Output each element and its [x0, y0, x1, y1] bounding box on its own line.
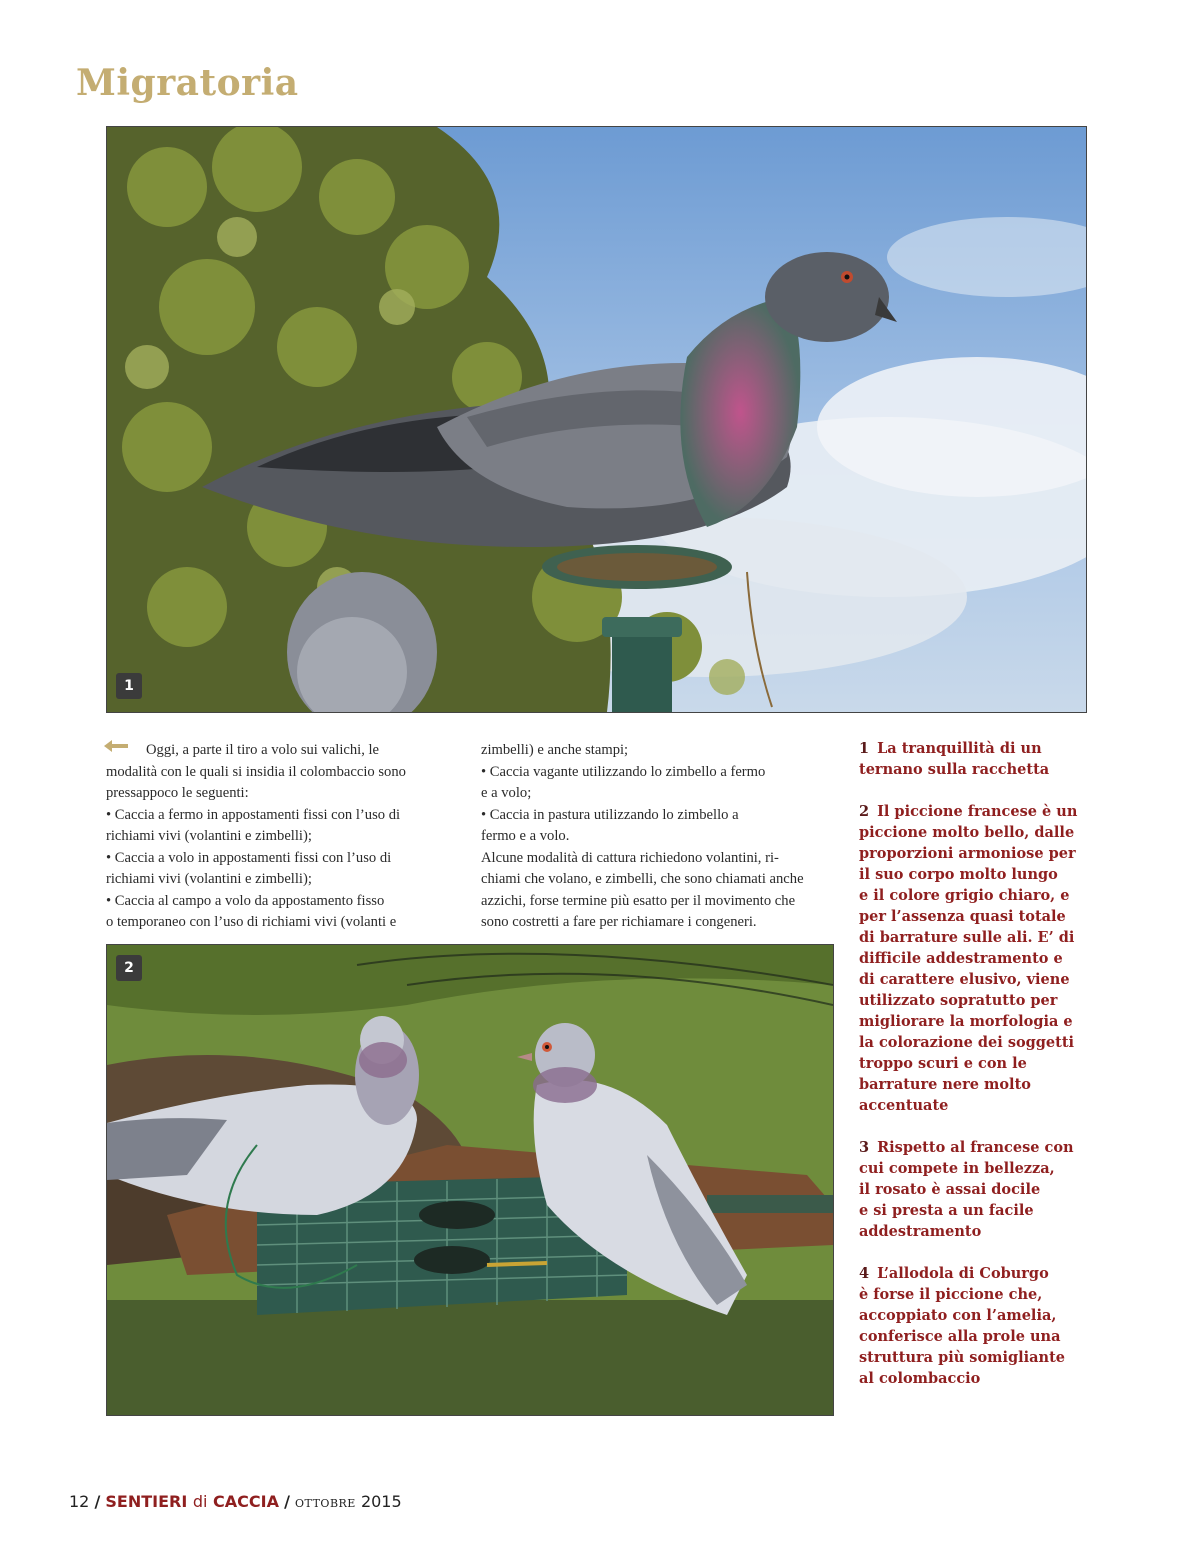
caption-line: conferisce alla prole una [859, 1328, 1061, 1345]
text-line: zimbelli) e anche stampi; [481, 742, 629, 758]
text-line: • Caccia a fermo in appostamenti fissi con l’uso di [106, 806, 401, 823]
pigeon-perch-illustration [107, 127, 1086, 712]
caption-line: e il colore grigio chiaro, e [859, 887, 1070, 904]
caption-number: 4 [859, 1265, 870, 1282]
caption-line: il rosato è assai docile [859, 1181, 1041, 1198]
photo-captions [859, 738, 1089, 1410]
text-line: Oggi, a parte il tiro a volo sui valichi, le [146, 742, 380, 758]
caption-line: barrature nere molto [859, 1076, 1031, 1093]
caption-line: e si presta a un facile [859, 1202, 1034, 1219]
caption-number: 2 [859, 803, 870, 820]
caption-line: utilizzato sopratutto per [859, 992, 1058, 1009]
text-line: • Caccia in pastura utilizzando lo zimbello a [481, 806, 739, 823]
pigeons-feeder-illustration [107, 945, 833, 1415]
caption-line: migliorare la morfologia e [859, 1013, 1073, 1030]
caption-number: 1 [859, 740, 870, 757]
text-line: • Caccia a volo in appostamenti fissi con l’uso di [106, 849, 392, 866]
magazine-name-part: SENTIERI [105, 1492, 193, 1511]
text-line: pressappoco le seguenti: [106, 785, 249, 801]
caption-line: per l’assenza quasi totale [859, 908, 1066, 925]
article-column-2 [481, 740, 841, 934]
caption-line: piccione molto bello, dalle [859, 824, 1075, 841]
photo-number-badge: 2 [116, 955, 142, 981]
caption-line: di carattere elusivo, viene [859, 971, 1070, 988]
text-line: • Caccia al campo a volo da appostamento fisso [106, 892, 385, 909]
caption-line: L’allodola di Coburgo [877, 1265, 1049, 1282]
caption-line: il suo corpo molto lungo [859, 866, 1058, 883]
caption-line: La tranquillità di un [877, 740, 1042, 757]
caption-line: troppo scuri e con le [859, 1055, 1027, 1072]
magazine-name-part: di [192, 1492, 208, 1511]
caption-number: 3 [859, 1139, 870, 1156]
text-line: chiami che volano, e zimbelli, che sono chiamati anche [481, 871, 804, 887]
caption-line: Il piccione francese è un [877, 803, 1078, 820]
text-line: o temporaneo con l’uso di richiami vivi (volanti e [106, 914, 397, 930]
text-line: Alcune modalità di cattura richiedono volantini, ri- [481, 849, 779, 866]
issue-year: 2015 [360, 1492, 402, 1511]
text-line: richiami vivi (volantini e zimbelli); [106, 828, 312, 844]
caption-1 [859, 738, 1089, 780]
article-column-1 [106, 740, 466, 934]
magazine-name [105, 1492, 279, 1511]
caption-line: struttura più somigliante [859, 1349, 1066, 1366]
caption-line: accoppiato con l’amelia, [859, 1307, 1057, 1324]
photo-pigeon-on-perch [106, 126, 1087, 713]
photo-number-badge: 1 [116, 673, 142, 699]
caption-line: accentuate [859, 1097, 949, 1114]
caption-line: ternano sulla racchetta [859, 761, 1050, 778]
text-line: richiami vivi (volantini e zimbelli); [106, 871, 312, 887]
caption-line: addestramento [859, 1223, 982, 1240]
section-title: Migratoria [76, 62, 299, 104]
magazine-name-part: CACCIA [207, 1492, 279, 1511]
text-line: sono costretti a fare per richiamare i congeneri. [481, 914, 757, 930]
caption-line: proporzioni armoniose per [859, 845, 1076, 862]
page-footer [69, 1492, 402, 1511]
caption-line: al colombaccio [859, 1370, 981, 1387]
photo-pigeons-on-feeder [106, 944, 834, 1416]
issue-month: ottobre [295, 1492, 356, 1511]
caption-line: Rispetto al francese con [877, 1139, 1074, 1156]
caption-2 [859, 801, 1089, 1116]
caption-line: difficile addestramento e [859, 950, 1063, 967]
text-line: e a volo; [481, 785, 532, 801]
caption-4 [859, 1263, 1089, 1389]
caption-line: la colorazione dei soggetti [859, 1034, 1075, 1051]
footer-separator: / [284, 1492, 290, 1511]
text-line: azzichi, forse termine più esatto per il movimento che [481, 892, 796, 909]
caption-line: di barrature sulle ali. E’ di [859, 929, 1075, 946]
caption-line: è forse il piccione che, [859, 1286, 1043, 1303]
footer-separator: / [94, 1492, 101, 1511]
caption-line: cui compete in bellezza, [859, 1160, 1055, 1177]
text-line: fermo e a volo. [481, 828, 570, 844]
caption-3 [859, 1137, 1089, 1242]
text-line: • Caccia vagante utilizzando lo zimbello a fermo [481, 763, 766, 780]
text-line: modalità con le quali si insidia il colombaccio sono [106, 763, 406, 780]
page-number: 12 [69, 1492, 90, 1511]
